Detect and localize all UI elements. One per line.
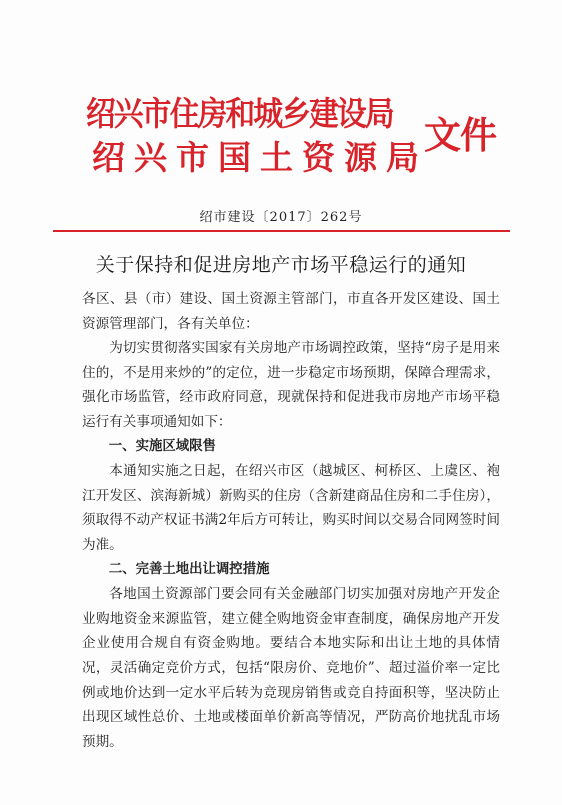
- intro-paragraph: 为切实贯彻落实国家有关房地产市场调控政策，坚持“房子是用来住的，不是用来炒的”的定位，进一步稳定市场预期，保障合理需求，强化市场监管，经市政府同意，现就保持和促进我市房地产市场平稳运行有关事项通知如下：: [82, 340, 500, 430]
- document-number: 绍市建设〔2017〕262号: [199, 210, 363, 225]
- notice-body: [82, 287, 500, 754]
- section-paragraph: 本通知实施之日起，在绍兴市区（越城区、柯桥区、上虞区、袍江开发区、滨海新城）新购买的住房（含新建商品住房和二手住房），须取得不动产权证书满2年后方可转让，购买时间以交易合同网签时间为准。: [82, 463, 500, 553]
- notice-title: 关于保持和促进房地产市场平稳运行的通知: [95, 254, 467, 276]
- section-heading: 二、完善土地出让调控措施: [108, 561, 270, 577]
- document-type-label: 文件: [424, 114, 496, 157]
- red-divider-line: [53, 230, 510, 232]
- issuer-line-housing-bureau: 绍兴市住房和城乡建设局: [86, 94, 393, 133]
- section-heading: 一、实施区域限售: [108, 438, 216, 454]
- issuer-line-land-bureau: 绍兴市国土资源局: [92, 138, 428, 177]
- section-paragraph: 各地国土资源部门要会同有关金融部门切实加强对房地产开发企业购地资金来源监管，建立健全购地资金审查制度，确保房地产开发企业使用合规自有资金购地。要结合本地实际和出让土地的具体情况，灵活确定竞价方式，包括“限房价、竞地价”、超过溢价率一定比例或地价达到一定水平后转为竞现房销售或竞自持面积等，坚决防止出现区域性总价、土地或楼面单价新高等情况，严防高价地扰乱市场预期。: [82, 586, 500, 750]
- addressee: 各区、县（市）建设、国土资源主管部门，市直各开发区建设、国土资源管理部门，各有关单位：: [82, 291, 500, 332]
